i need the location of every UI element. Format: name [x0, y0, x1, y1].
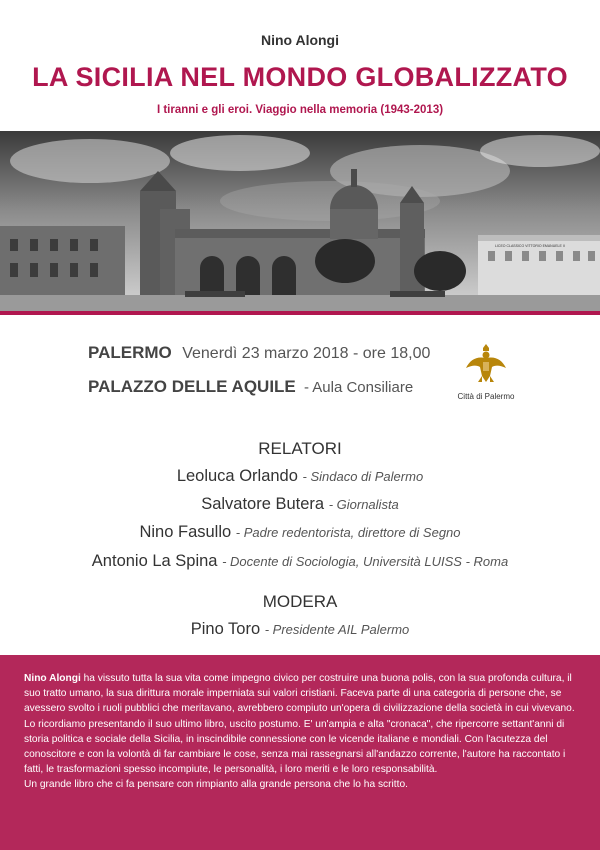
photo-divider — [0, 311, 600, 315]
speaker-name: Salvatore Butera — [201, 495, 325, 513]
eagle-crest-icon — [462, 338, 510, 386]
moderator-row — [0, 620, 600, 639]
event-venue: PALAZZO DELLE AQUILE — [88, 377, 296, 396]
event-city: PALERMO — [88, 343, 172, 362]
event-room: - Aula Consiliare — [303, 379, 414, 396]
speaker-row — [0, 523, 600, 542]
book-subtitle: I tiranni e gli eroi. Viaggio nella memoria (1943-2013) — [156, 104, 444, 116]
speaker-row — [0, 552, 600, 571]
speaker-role: - Padre redentorista, direttore di Segno — [235, 525, 461, 540]
speaker-row — [0, 495, 600, 514]
moderator-name: Pino Toro — [190, 620, 261, 638]
speaker-role: - Giornalista — [328, 497, 399, 512]
cathedral-photo — [0, 131, 600, 311]
speaker-name: Antonio La Spina — [91, 552, 218, 570]
speaker-role: - Sindaco di Palermo — [302, 469, 424, 484]
relatori-heading: RELATORI — [258, 439, 342, 458]
crest-label: Città di Palermo — [457, 392, 515, 401]
description-paragraph — [24, 671, 576, 777]
description-author: Nino Alongi — [24, 673, 81, 684]
moderator-role: - Presidente AIL Palermo — [264, 622, 410, 637]
school-sign-text: LICEO CLASSICO VITTORIO EMANUELE II — [495, 244, 565, 248]
description-text — [24, 671, 576, 793]
description-closing: Un grande libro che ci fa pensare con rimpianto alla grande persona che lo ha scritto. — [24, 779, 408, 791]
event-date-line — [88, 343, 430, 363]
speaker-name: Leoluca Orlando — [176, 467, 298, 485]
speaker-row — [0, 467, 600, 486]
book-title: LA SICILIA NEL MONDO GLOBALIZZATO — [32, 62, 568, 92]
event-datetime: Venerdì 23 marzo 2018 - ore 18,00 — [182, 345, 431, 362]
speaker-role: - Docente di Sociologia, Università LUISS - Roma — [222, 554, 509, 569]
author-name: Nino Alongi — [260, 32, 340, 48]
modera-heading: MODERA — [262, 592, 338, 611]
description-body: ha vissuto tutta la sua vita come impegno civico per costruire una buona polis, con la sua profonda cultura, il suo tratto umano, la sua dirittura morale imperniata sui valori cristiani. Faceva parte di una categoria di persone che, se avessero svolto i ruoli pubblici che meritavano, avrebbero compiuto un'opera di civilizzazione della società in cui vivevano. Lo ricordiamo presentando il suo ultimo libro, uscito postumo. E' un'ampia e alta "cronaca", che ripercorre settant'anni di storia politica e sociale della Sicilia, in inscindibile connessione con le vicende italiane e mondiali. Con l'acutezza del conoscitore e con la volontà di far cambiare le cose, senza mai rassegnarsi all'andazzo corrente, l'autore ha raccontato i fatti, le trasformazioni spesso incompiute, le personalità, i loro meriti e le loro responsabilità. — [24, 673, 575, 776]
event-venue-line — [88, 377, 413, 397]
speaker-name: Nino Fasullo — [139, 523, 232, 541]
